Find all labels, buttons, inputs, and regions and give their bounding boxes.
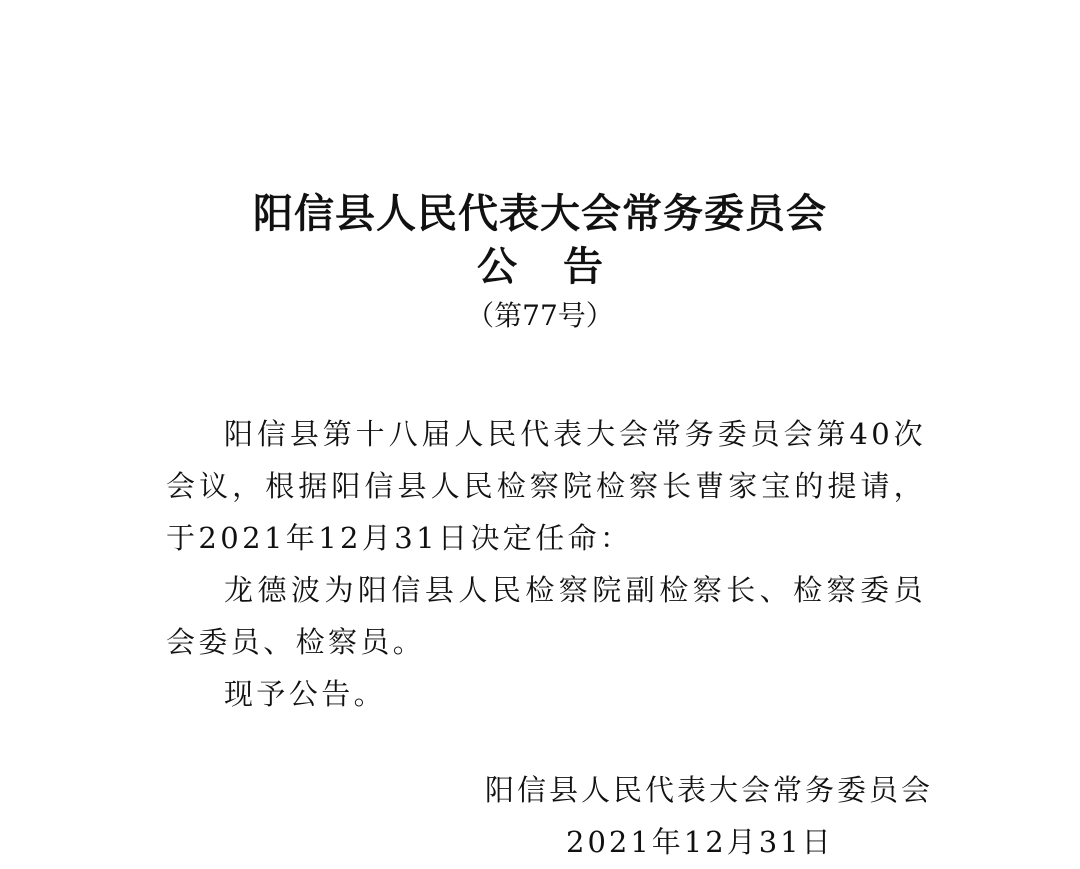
body-paragraph-appointment-basis: 阳信县第十八届人民代表大会常务委员会第40次会议，根据阳信县人民检察院检察长曹家宝的提请，于2021年12月31日决定任命：: [166, 417, 926, 555]
signature-date: 2021年12月31日: [566, 825, 834, 859]
announcement-body: [166, 408, 926, 720]
document-type-title: 公告: [477, 244, 649, 290]
body-paragraph-appointment: 龙德波为阳信县人民检察院副检察长、检察委员会委员、检察员。: [166, 573, 926, 659]
body-paragraph-closing: 现予公告。: [224, 677, 387, 711]
issuing-organization-title: 阳信县人民代表大会常务委员会: [253, 191, 827, 237]
announcement-number: （第77号）: [466, 299, 614, 332]
signature-organization: 阳信县人民代表大会常务委员会: [485, 773, 934, 807]
